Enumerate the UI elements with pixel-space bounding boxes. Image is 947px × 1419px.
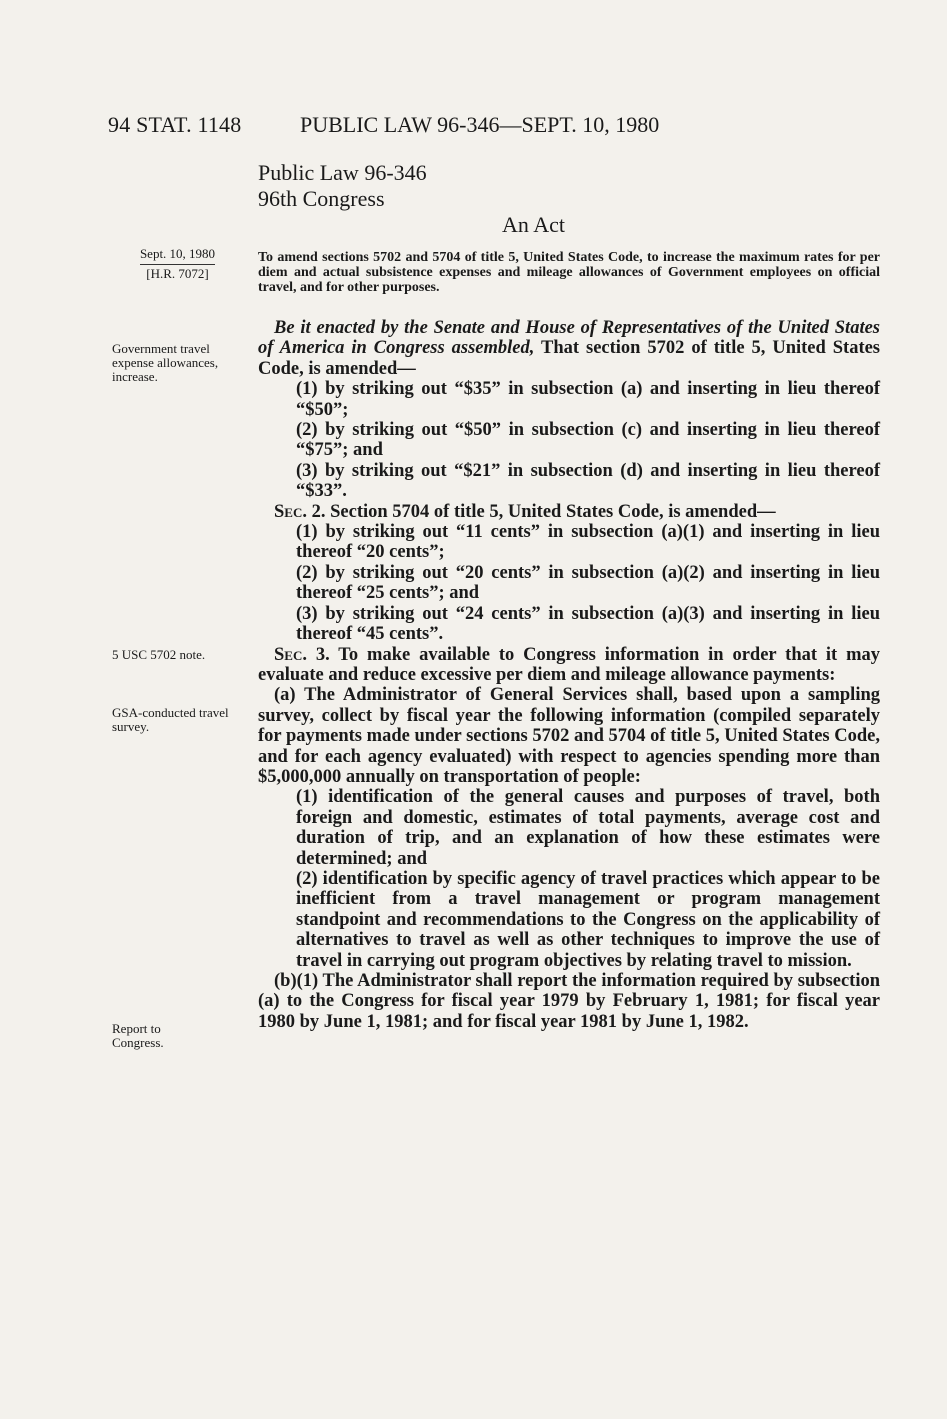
section-3-intro	[258, 645, 880, 686]
section-3-subsection-a: (a) The Administrator of General Services shall, based upon a sampling survey, collect by fiscal year the following information (compiled separately for payments made under sections 5702 and 5704 of title 5, United States Code, and for each agency evaluated) with respect to agencies spending more than $5,000,000 annually on transportation of people:	[258, 685, 880, 787]
congress-number: 96th Congress	[258, 186, 385, 211]
margin-note-usc: 5 USC 5702 note.	[112, 647, 206, 662]
running-title: PUBLIC LAW 96-346—SEPT. 10, 1980	[300, 112, 660, 137]
act-body	[258, 318, 880, 1032]
section-2-item-3: (3) by striking out “24 cents” in subsection (a)(3) and inserting in lieu thereof “45 cents”.	[296, 603, 880, 645]
enacting-clause: Be it enacted by the Senate and House of Representatives of the United States of America in Congress assembled,	[258, 318, 880, 359]
section-3-text: To make available to Congress information in order that it may evaluate and reduce excessive per diem and mileage allowance payments:	[258, 644, 880, 685]
act-title: An Act	[502, 212, 565, 237]
section-3-subsection-b: (b)(1) The Administrator shall report the information required by subsection (a) to the Congress for fiscal year 1979 by February 1, 1981; for fiscal year 1980 by June 1, 1981; and for fiscal year 1981 by June 1, 1982.	[258, 971, 880, 1032]
section-2-item-1: (1) by striking out “11 cents” in subsection (a)(1) and inserting in lieu thereof “20 cents”;	[296, 522, 880, 563]
bill-number: [H.R. 7072]	[146, 266, 209, 281]
margin-note-gsa-survey: GSA-conducted travel survey.	[112, 705, 229, 734]
law-heading	[258, 160, 427, 212]
stat-reference: 94 STAT. 1148	[108, 112, 242, 137]
margin-note-travel-expense: Government travel expense allowances, increase.	[112, 341, 219, 384]
law-number: Public Law 96-346	[258, 160, 427, 185]
enactment-date: Sept. 10, 1980	[140, 245, 215, 265]
section-3-label: Sec. 3.	[274, 644, 330, 665]
purpose-clause: To amend sections 5702 and 5704 of title 5, United States Code, to increase the maximum rates for per diem and actual subsistence expenses and mileage allowances of Government employees on official travel, and for other purposes.	[258, 250, 880, 295]
section-1-text: That section 5702 of title 5, United States Code, is amended—	[258, 338, 881, 379]
section-1-intro	[258, 318, 880, 379]
section-1-item-2: (2) by striking out “$50” in subsection (c) and inserting in lieu thereof “$75”; and	[296, 420, 880, 461]
section-2-intro	[258, 502, 880, 522]
margin-note-report: Report to Congress.	[112, 1021, 164, 1050]
section-2-item-2: (2) by striking out “20 cents” in subsection (a)(2) and inserting in lieu thereof “25 cents”; and	[296, 562, 880, 604]
section-2-label: Sec. 2.	[274, 501, 326, 522]
section-1-item-3: (3) by striking out “$21” in subsection (d) and inserting in lieu thereof “$33”.	[296, 460, 880, 502]
section-1-item-1: (1) by striking out “$35” in subsection (a) and inserting in lieu thereof “$50”;	[296, 379, 880, 420]
section-3a-item-2: (2) identification by specific agency of travel practices which appear to be inefficient from a travel management or program management standpoint and recommendations to the Congress on the applicability of alternatives to travel as well as other techniques to improve the use of travel in carrying out program objectives by relating travel to mission.	[296, 868, 880, 971]
section-2-text: Section 5704 of title 5, United States Code, is amended—	[325, 501, 776, 522]
section-3a-item-1: (1) identification of the general causes and purposes of travel, both foreign and domestic, estimates of total payments, average cost and duration of trip, and an explanation of how these estimates were determined; and	[296, 787, 880, 869]
enactment-date-note	[120, 245, 235, 283]
